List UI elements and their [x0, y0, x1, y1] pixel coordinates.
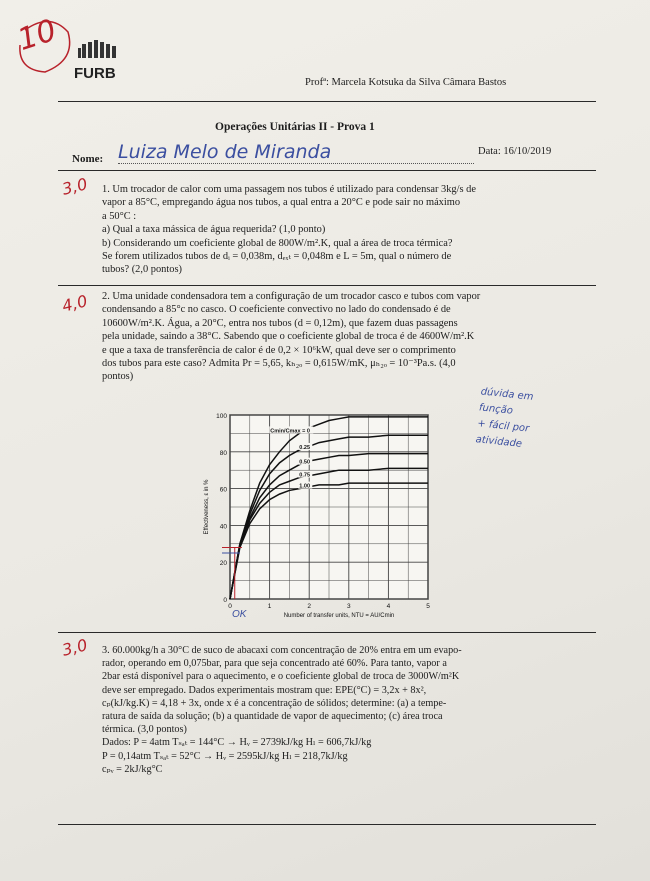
y-tick-label: 20: [219, 560, 227, 568]
svg-text:FURB: FURB: [74, 65, 116, 82]
q1-rule: [58, 285, 596, 286]
grade-circle-mark: [10, 10, 80, 90]
name-rule: [58, 170, 596, 171]
x-tick-label: 3: [346, 603, 351, 610]
grade-score: 10: [13, 12, 61, 59]
y-tick-label: 0: [223, 597, 227, 604]
y-tick-label: 80: [219, 449, 227, 457]
question-2-score: 4,0: [60, 291, 90, 316]
header-rule: [58, 101, 596, 102]
curve-label: Cmin/Cmax = 0: [270, 428, 310, 435]
hand-annotation: OK: [231, 609, 247, 620]
professor-name: Profª: Marcela Kotsuka da Silva Câmara Bastos: [305, 77, 507, 88]
x-axis-label: Number of transfer units, NTU = AU/Cmin: [283, 613, 395, 619]
effectiveness-chart: [196, 405, 448, 625]
name-line: [118, 163, 474, 164]
curve-label: 0.50: [299, 459, 311, 466]
question-3: 3. 60.000kg/h a 30°C de suco de abacaxi com concentração de 20% entra em um evapo- rador, operando em 0,075bar, para que seja concentrado até 60%. Para tanto, vapor a 2bar está disponível para o aquecimento, e o coeficiente global de troca de 3000W/m²K deve ser empregado. Dados experimentais mostram que: EPE(°C) = 3,2x + 8x², cₚ(kJ/kg.K) = 4,18 + 3x, onde x é a concentração de sólidos; determine: (a) a tempe- ratura de saída da solução; (b) a quantidade de vapor de aquecimento; (c) área troca térmica. (3,0 pontos) Dados: P = 4atm Tₛₐₜ = 144°C → Hᵥ = 2739kJ/kg Hₗ = 606,7kJ/kg P = 0,14atm Tₛₐₜ = 52°C → Hᵥ = 2595kJ/kg Hₗ = 218,7kJ/kg cₚᵥ = 2kJ/kg°C: [102, 645, 462, 775]
bottom-rule: [58, 824, 596, 825]
question-2: 2. Uma unidade condensadora tem a configuração de um trocador casco e tubos com vapor condensando a 85°c no casco. O coeficiente convectivo no lado do condensado é de 10600W/m².K. Água, a 20°C, entra nos tubos (d = 0,12m), que fazem duas passagens pela unidade, saindo a 38°C. Sabendo que o coeficiente global de troca é de 4600W/m².K e que a taxa de transferência de calor é de 0,2 × 10⁶kW, qual deve ser o comprimento dos tubos para este caso? Admita Pr = 5,65, kₕ₂ₒ = 0,615W/mK, μₕ₂ₒ = 10⁻³Pa.s. (4,0 pontos): [102, 291, 481, 383]
exam-title: Operações Unitárias II - Prova 1: [215, 121, 375, 133]
margin-note: dúvida em função + fácil por atividade: [475, 386, 534, 450]
x-tick-label: 4: [386, 603, 391, 610]
x-tick-label: 5: [426, 603, 430, 610]
curve-label: 0.75: [299, 472, 311, 479]
x-tick-label: 2: [307, 603, 312, 610]
exam-date: Data: 16/10/2019: [478, 146, 552, 157]
y-tick-label: 60: [219, 486, 227, 494]
student-name: Luiza Melo de Miranda: [118, 141, 332, 163]
question-1: 1. Um trocador de calor com uma passagem nos tubos é utilizado para condensar 3kg/s de vapor a 85°C, empregando água nos tubos, a qual entra a 20°C e pode sair no máximo a 50°C : a) Qual a taxa mássica de água requerida? (1,0 ponto) b) Considerando um coeficiente global de 800W/m².K, qual a área de troca térmica? Se forem utilizados tubos de dᵢ = 0,038m, dₑₓₜ = 0,048m e L = 5m, qual o número de tubos? (2,0 pontos): [102, 184, 476, 276]
y-tick-label: 100: [216, 413, 227, 420]
question-1-score: 3,0: [60, 174, 90, 199]
y-axis-label: Effectiveness, ε in %: [204, 479, 210, 535]
q2-rule: [58, 632, 596, 633]
question-3-score: 3,0: [60, 635, 90, 660]
y-tick-label: 40: [219, 523, 227, 531]
name-label: Nome:: [72, 153, 104, 165]
curve-label: 0.25: [299, 444, 311, 451]
x-tick-label: 0: [228, 603, 232, 610]
x-tick-label: 1: [267, 603, 272, 610]
curve-label: 1.00: [299, 483, 311, 490]
